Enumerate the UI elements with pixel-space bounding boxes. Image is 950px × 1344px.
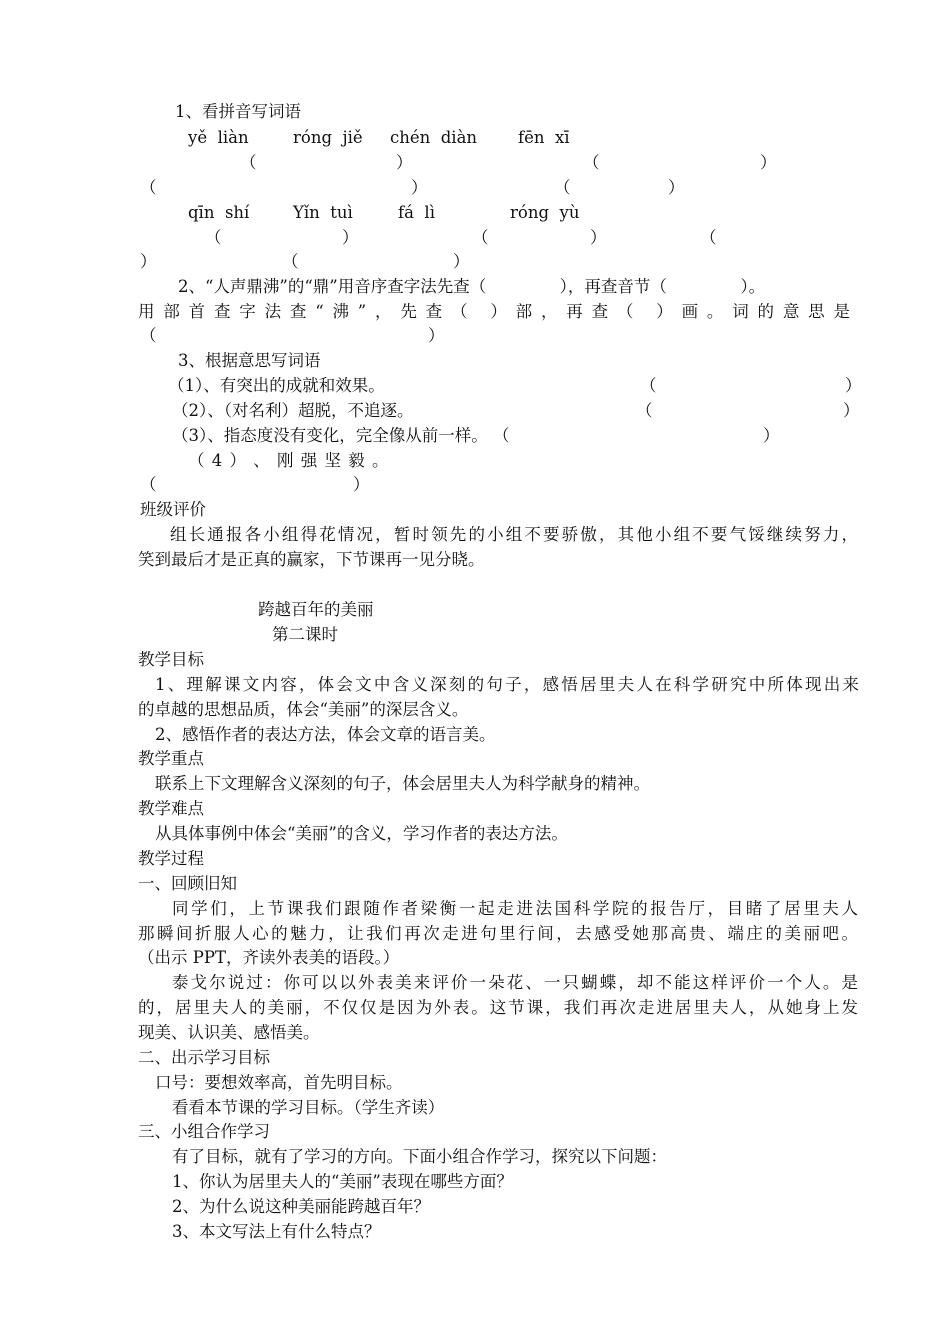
blank-open: （ <box>282 252 299 271</box>
blank-close: ） <box>353 475 370 494</box>
question-3: 3、本文写法上有什么特点？ <box>172 1222 381 1241</box>
section3-heading: 3、根据意思写词语 <box>178 351 321 370</box>
blank-open: （ <box>472 228 489 247</box>
step2-heading: 二、出示学习目标 <box>138 1048 270 1067</box>
blank-close: ） <box>428 326 445 345</box>
class-eval-line2: 笑到最后才是正真的赢家，下节课再一见分晓。 <box>138 550 485 569</box>
goal1-line1: 1、理解课文内容，体会文中含义深刻的句子，感悟居里夫人在科学研究中所体现出来 <box>155 675 859 694</box>
goal2: 2、感悟作者的表达方法，体会文章的语言美。 <box>155 725 496 744</box>
lesson-title: 跨越百年的美丽 <box>258 600 374 619</box>
step1-p1-line3: （出示 PPT，齐读外表美的语段。） <box>138 948 400 967</box>
lesson-subtitle: 第二课时 <box>272 625 338 644</box>
blank-close: ） <box>845 376 862 395</box>
question-1: 1、你认为居里夫人的“美丽”表现在哪些方面？ <box>172 1172 513 1191</box>
section3-item1: （1）、有突出的成就和效果。 <box>168 376 385 395</box>
difficult-text: 从具体事例中体会“美丽”的含义，学习作者的表达方法。 <box>155 824 568 843</box>
pinyin-6: Yǐn tuì <box>293 203 353 222</box>
section2-line1: 2、“人声鼎沸”的“鼎”用音序查字法先查（ ），再查音节（ ）。 <box>178 277 766 296</box>
class-eval-line1: 组长通报各小组得花情况，暂时领先的小组不要骄傲，其他小组不要气馁继续努力， <box>170 525 858 544</box>
step1-p2-line3: 现美、认识美、感悟美。 <box>138 1023 320 1042</box>
step1-p2-line1: 泰戈尔说过：你可以以外表美来评价一朵花、一只蝴蝶，却不能这样评价一个人。是 <box>172 973 858 992</box>
blank-close: ） <box>411 178 428 197</box>
pinyin-2: róng jiě <box>293 128 363 147</box>
goal1-line2: 的卓越的思想品质，体会“美丽”的深层含义。 <box>138 700 469 719</box>
pinyin-7: fá lì <box>398 203 435 222</box>
blank-open: （ <box>640 376 657 395</box>
blank-open: （ <box>140 178 157 197</box>
section2-line2: 用部首查字法查“沸”，先查（ ）部，再查（ ）画。词的意思是 <box>138 302 850 321</box>
pinyin-3: chén diàn <box>390 128 478 147</box>
blank-close: ） <box>396 153 413 172</box>
question-2: 2、为什么说这种美丽能跨越百年？ <box>172 1197 430 1216</box>
key-text: 联系上下文理解含义深刻的句子，体会居里夫人为科学献身的精神。 <box>155 774 650 793</box>
blank-open: （ <box>583 153 600 172</box>
step2-line2: 看看本节课的学习目标。（学生齐读） <box>172 1098 445 1117</box>
blank-close: ） <box>763 426 780 445</box>
step1-p1-line1: 同学们，上节课我们跟随作者梁衡一起走进法国科学院的报告厅，目睹了居里夫人 <box>172 899 858 918</box>
blank-close: ） <box>760 153 777 172</box>
blank-close: ） <box>453 252 470 271</box>
blank-close: ） <box>342 228 359 247</box>
process-heading: 教学过程 <box>138 849 204 868</box>
difficult-heading: 教学难点 <box>138 799 204 818</box>
blank-open: （ <box>700 228 717 247</box>
section3-item2: （2）、（对名利）超脱，不追逐。 <box>172 401 414 420</box>
blank-open: （ <box>205 228 222 247</box>
pinyin-8: róng yù <box>510 203 580 222</box>
step1-p2-line2: 的，居里夫人的美丽，不仅仅是因为外表。这节课，我们再次走进居里夫人，从她身上发 <box>138 998 858 1017</box>
blank-close: ） <box>843 401 860 420</box>
blank-close: ） <box>140 252 157 271</box>
section3-item4: （ 4 ） 、 刚 强 坚 毅 。 <box>188 451 389 470</box>
section1-heading: 1、看拼音写词语 <box>175 102 301 121</box>
blank-open: （ <box>240 153 257 172</box>
blank-open: （ <box>140 475 157 494</box>
goals-heading: 教学目标 <box>138 650 204 669</box>
class-eval-heading: 班级评价 <box>140 500 206 519</box>
step1-p1-line2: 那瞬间折服人心的魅力，让我们再次走进句里行间，去感受她那高贵、端庄的美丽吧。 <box>138 924 858 943</box>
blank-open: （ <box>554 178 571 197</box>
pinyin-4: fēn xī <box>518 128 570 147</box>
blank-close: ） <box>668 178 685 197</box>
pinyin-1: yě liàn <box>188 128 249 147</box>
step3-heading: 三、小组合作学习 <box>138 1122 270 1141</box>
pinyin-5: qīn shí <box>188 203 250 222</box>
key-heading: 教学重点 <box>138 749 204 768</box>
step2-line1: 口号：要想效率高，首先明目标。 <box>155 1073 403 1092</box>
section3-item3: （3）、指态度没有变化，完全像从前一样。 （ <box>172 426 510 445</box>
step1-heading: 一、回顾旧知 <box>138 874 237 893</box>
blank-close: ） <box>590 228 607 247</box>
blank-open: （ <box>140 326 157 345</box>
blank-open: （ <box>636 401 653 420</box>
step3-intro: 有了目标，就有了学习的方向。下面小组合作学习，探究以下问题： <box>172 1147 667 1166</box>
